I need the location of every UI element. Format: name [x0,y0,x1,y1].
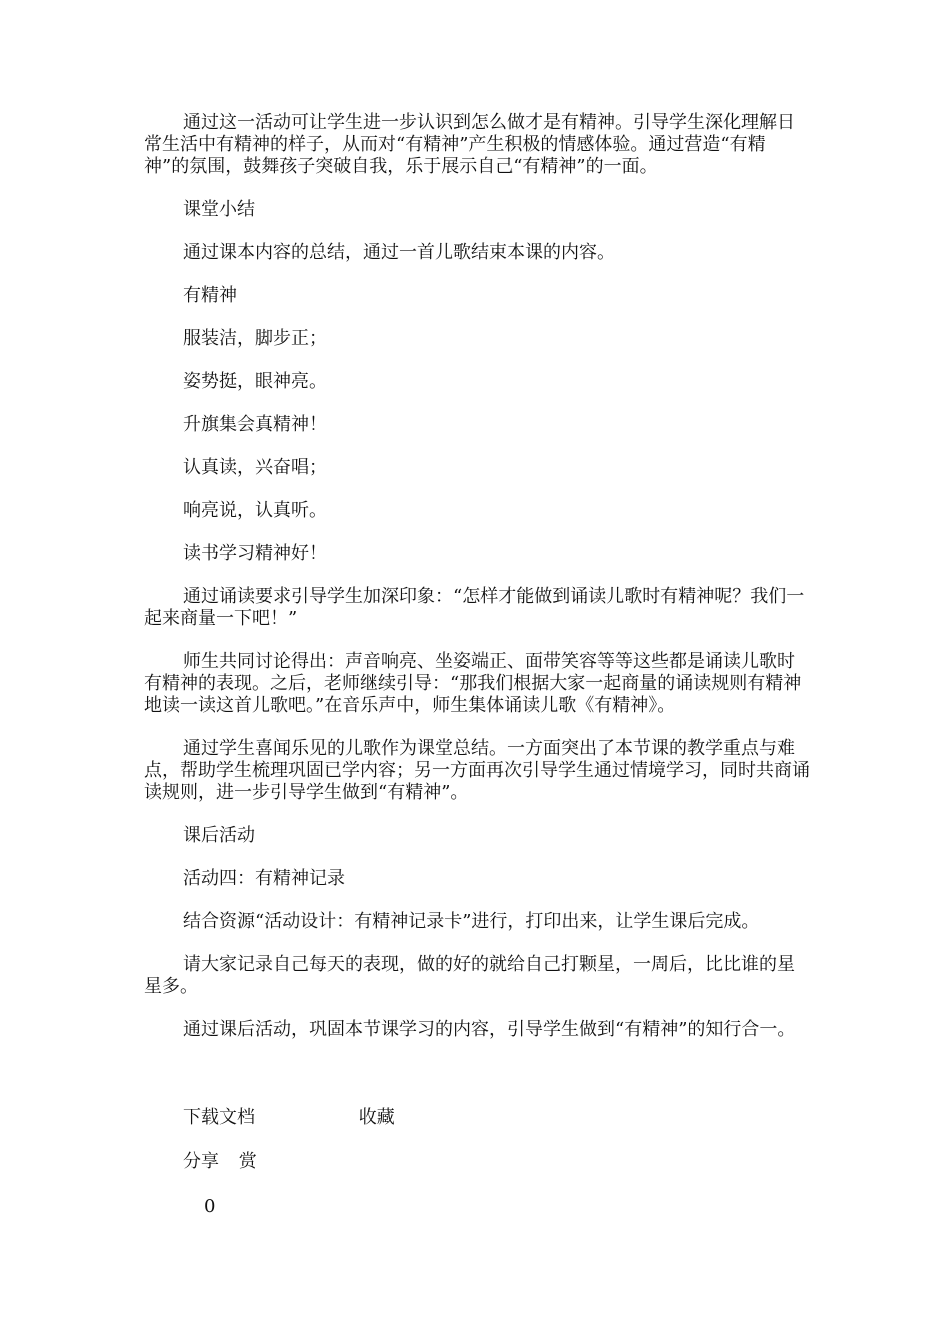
share-link[interactable]: 分享 [183,1151,219,1172]
paragraph-resource: 结合资源“活动设计：有精神记录卡”进行，打印出来，让学生课后完成。 [183,911,760,932]
download-document-link[interactable]: 下载文档 [183,1107,255,1128]
paragraph-summary-purpose: 通过学生喜闻乐见的儿歌作为课堂总结。一方面突出了本节课的教学重点与难点，帮助学生梳理巩固已学内容；另一方面再次引导学生通过情境学习，同时共商诵读规则，进一步引导学生做到“有精神”。 [144,738,810,803]
poem-title: 有精神 [183,285,237,306]
paragraph-recite-guidance: 通过诵读要求引导学生加深印象：“怎样才能做到诵读儿歌时有精神呢？我们一起来商量一下吧！” [144,586,805,629]
poem-line: 响亮说，认真听。 [183,500,327,521]
poem-line: 服装洁，脚步正； [183,328,327,349]
reward-count: 0 [204,1196,216,1217]
poem-line: 读书学习精神好！ [183,543,327,564]
poem-line: 升旗集会真精神！ [183,414,327,435]
paragraph-summary-intro: 通过课本内容的总结，通过一首儿歌结束本课的内容。 [183,242,615,263]
reward-link[interactable]: 赏 [238,1151,257,1172]
paragraph-activity-summary: 通过这一活动可让学生进一步认识到怎么做才是有精神。引导学生深化理解日常生活中有精神的样子，从而对“有精神”产生积极的情感体验。通过营造“有精神”的氛围，鼓舞孩子突破自我，乐于展示自己“有精神”的一面。 [144,112,795,177]
poem-line: 姿势挺，眼神亮。 [183,371,327,392]
paragraph-after-class-purpose: 通过课后活动，巩固本节课学习的内容，引导学生做到“有精神”的知行合一。 [183,1019,796,1040]
footer-actions-row [183,1107,395,1129]
heading-class-summary: 课堂小结 [183,199,255,220]
heading-after-class: 课后活动 [183,825,255,846]
footer-share-row [183,1151,257,1173]
paragraph-discussion: 师生共同讨论得出：声音响亮、坐姿端正、面带笑容等等这些都是诵读儿歌时有精神的表现。之后，老师继续引导：“那我们根据大家一起商量的诵读规则有精神地读一读这首儿歌吧。”在音乐声中，师生集体诵读儿歌《有精神》。 [144,651,802,716]
poem-line: 认真读，兴奋唱； [183,457,327,478]
paragraph-record-stars: 请大家记录自己每天的表现，做的好的就给自己打颗星，一周后，比比谁的星星多。 [144,954,795,997]
collect-link[interactable]: 收藏 [358,1107,395,1128]
document-body [144,112,810,1062]
heading-activity-four: 活动四：有精神记录 [183,868,345,889]
